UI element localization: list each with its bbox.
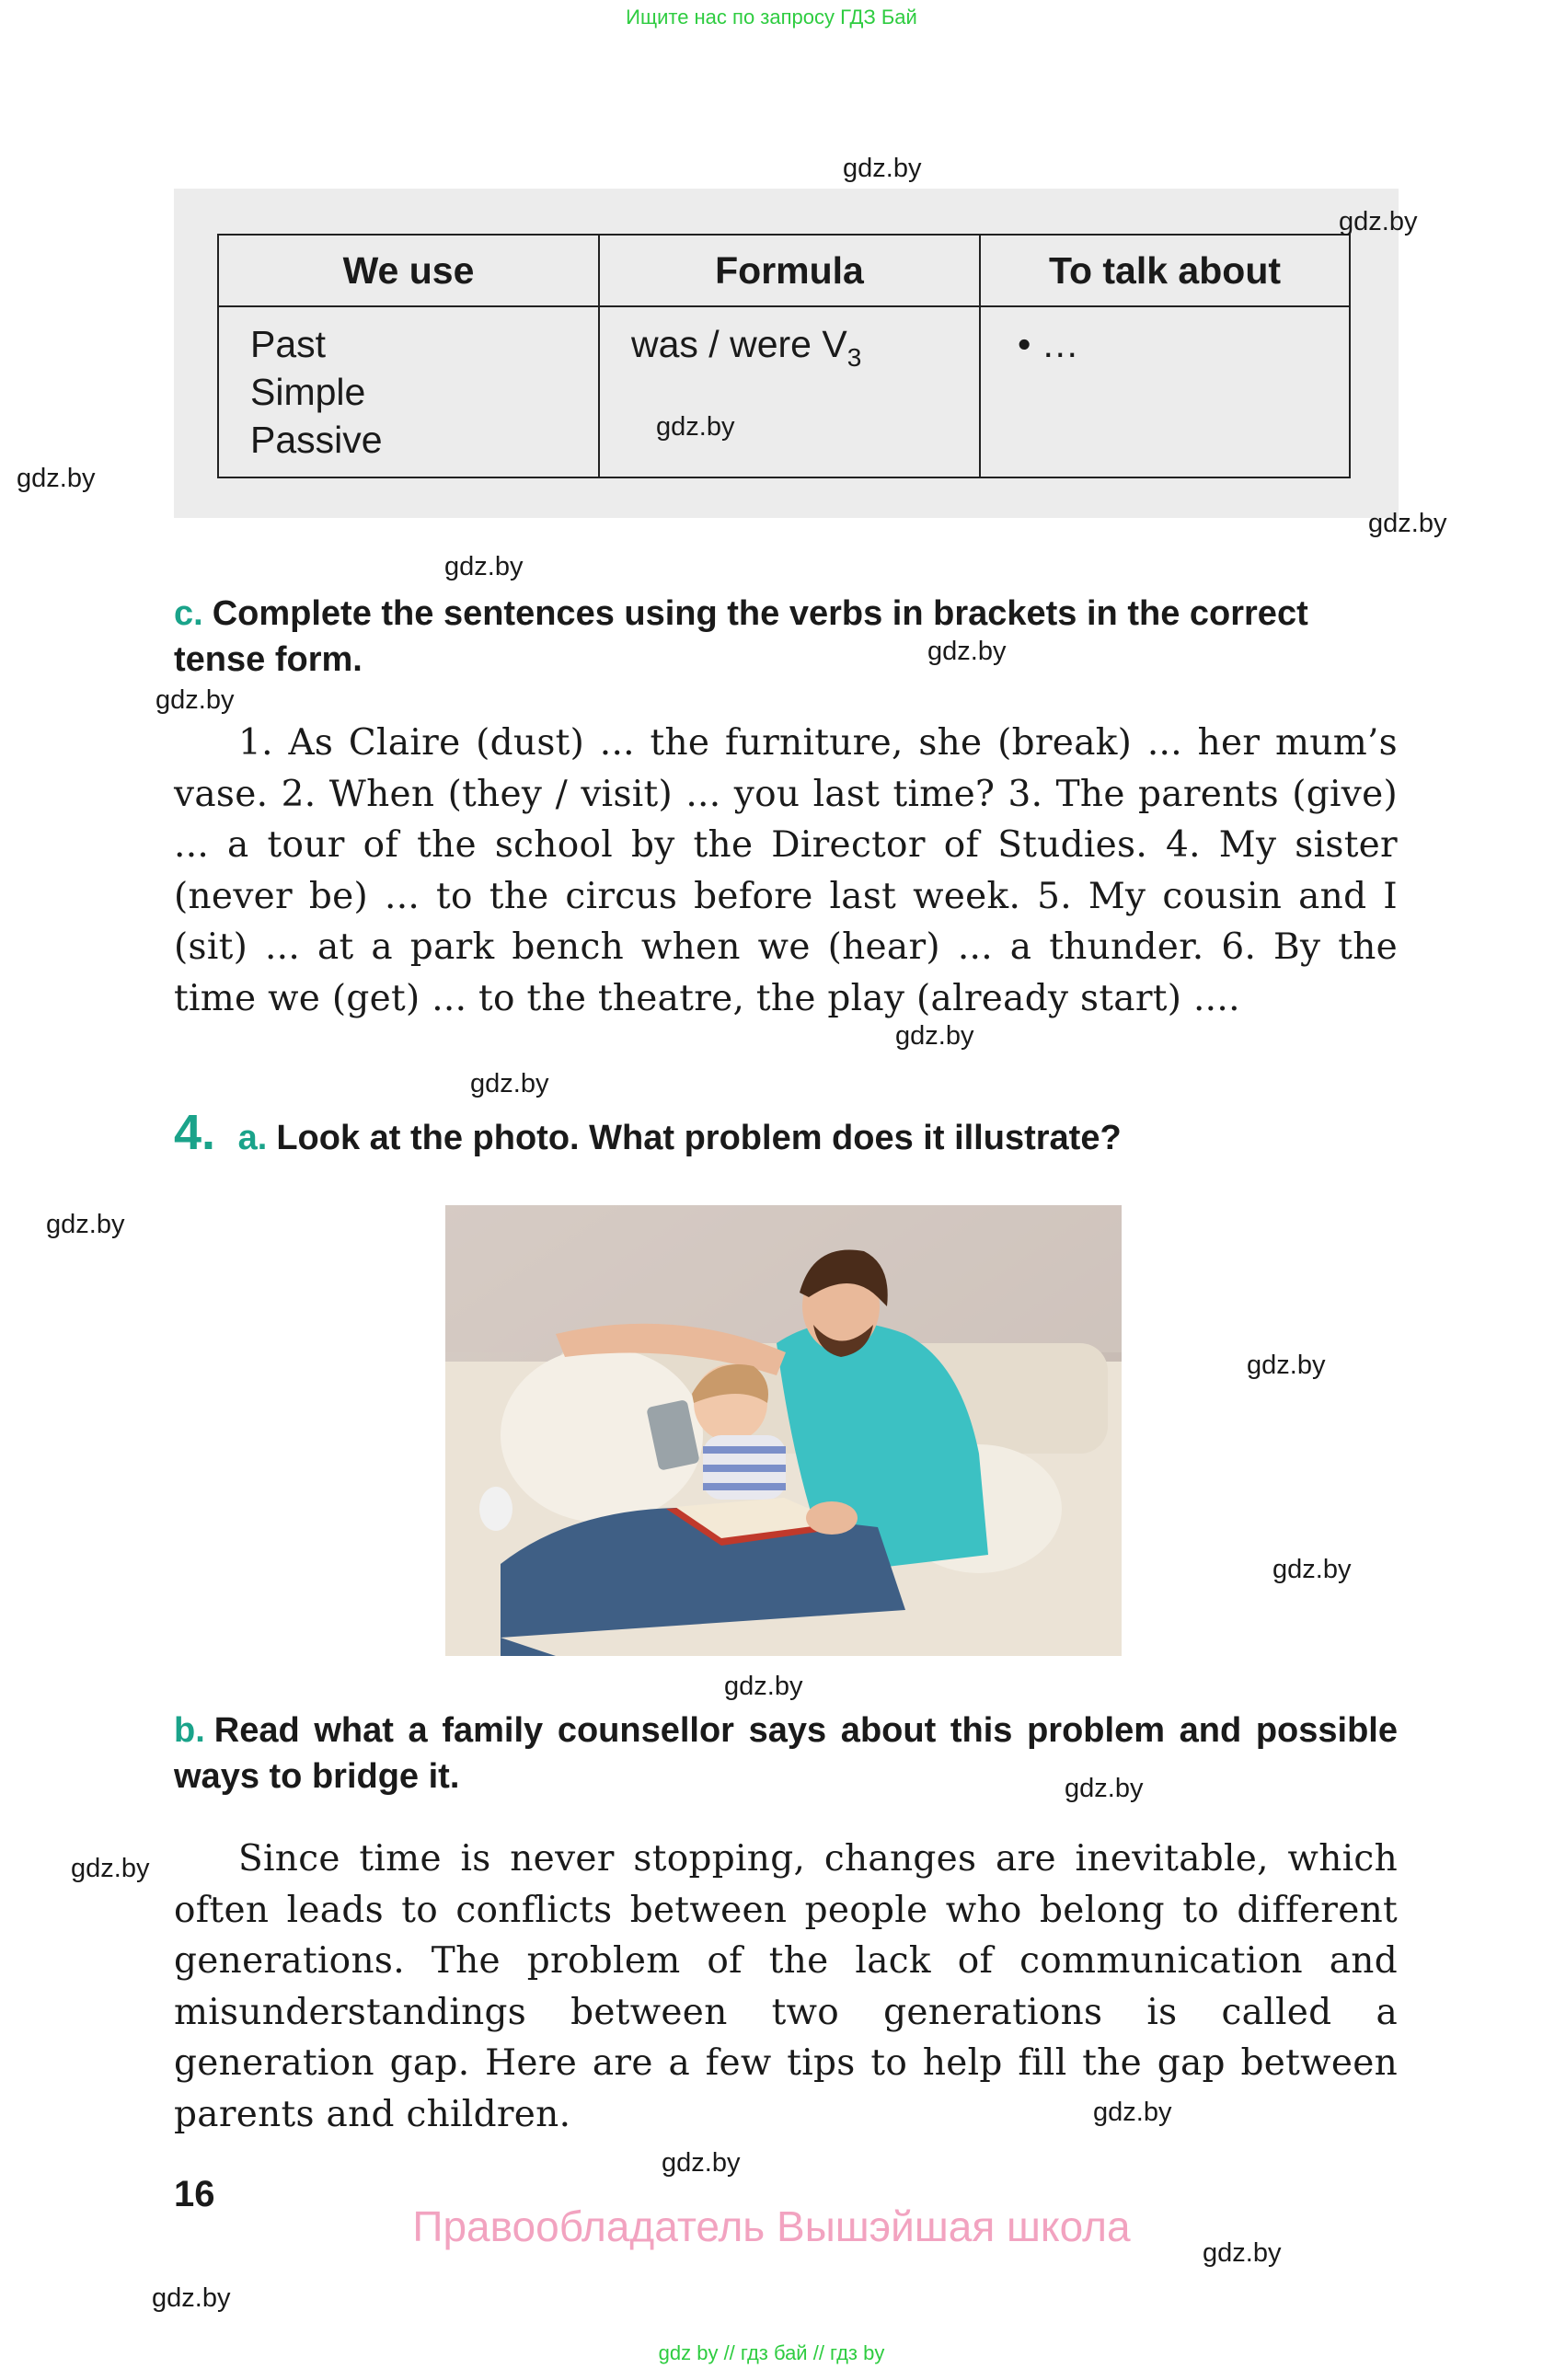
watermark: gdz.by [1247, 1351, 1326, 1380]
watermark: gdz.by [1065, 1774, 1144, 1803]
watermark: gdz.by [71, 1854, 150, 1883]
watermark: gdz.by [843, 154, 922, 183]
photo-illustration [445, 1205, 1122, 1656]
father-son-reading-photo [445, 1205, 1122, 1656]
watermark: gdz.by [662, 2148, 741, 2178]
task-a-text: Look at the photo. What problem does it illustrate? [276, 1119, 1122, 1157]
task-a-letter: a. [237, 1119, 268, 1157]
cell-we-use [218, 306, 599, 477]
watermark: gdz.by [1339, 207, 1418, 236]
task-b-instruction [174, 1707, 1398, 1799]
cell-to-talk-about: • … [980, 306, 1350, 477]
table-header-row [218, 235, 1350, 306]
formula-text: was / were V [631, 323, 847, 365]
task-b-letter: b. [174, 1711, 205, 1750]
exercise-4a-instruction [174, 1105, 1398, 1161]
watermark: gdz.by [895, 1021, 974, 1051]
header-we-use: We use [218, 235, 599, 306]
header-to-talk-about: To talk about [980, 235, 1350, 306]
header-formula: Formula [599, 235, 980, 306]
watermark: gdz.by [470, 1069, 549, 1098]
we-use-line-2: Simple [250, 371, 366, 413]
counsellor-text: Since time is never stopping, changes are inevitable, which often leads to conflicts between people who belong to different generations. The problem of the lack of communication and misunderstandings between two generations is called a generation gap. Here are a few tips to help fill the gap between parents and children. [174, 1838, 1398, 2135]
task-c-letter: c. [174, 594, 203, 633]
watermark: gdz.by [1093, 2098, 1172, 2127]
watermark: gdz.by [444, 552, 524, 581]
watermark: gdz.by [1272, 1555, 1352, 1584]
cell-formula [599, 306, 980, 477]
task-b-text: Read what a family counsellor says about this problem and possible ways to bridge it. [174, 1711, 1398, 1796]
watermark: gdz.by [155, 685, 235, 715]
watermark: gdz.by [46, 1210, 125, 1239]
watermark: gdz.by [152, 2283, 231, 2313]
page-number: 16 [174, 2174, 215, 2214]
task-c-sentences: 1. As Claire (dust) ... the furniture, she (break) ... her mum’s vase. 2. When (they / visit) ... you last time? 3. The parents (give) ... a tour of the school by the Director of Studies. 4. My sister (never be) ... to the circus before last week. 5. My cousin and I (sit) ... at a park bench when we (hear) ... a thunder. 6. By the time we (get) ... to the theatre, the play (already start) .... [174, 722, 1398, 1019]
watermark: gdz.by [656, 412, 735, 442]
grammar-table [217, 234, 1351, 478]
footer-links[interactable]: gdz by // гдз бай // гдз by [658, 2341, 885, 2364]
table-row [218, 306, 1350, 477]
we-use-line-1: Past [250, 323, 327, 365]
task-c-text: Complete the sentences using the verbs in brackets in the correct tense form. [174, 594, 1308, 679]
watermark: gdz.by [1203, 2238, 1282, 2268]
task-c-instruction [174, 591, 1398, 683]
watermark: gdz.by [927, 637, 1007, 666]
we-use-line-3: Passive [250, 419, 383, 461]
exercise-number: 4. [174, 1105, 216, 1160]
watermark: gdz.by [17, 464, 96, 493]
formula-subscript: 3 [846, 343, 862, 372]
copyright-notice: Правообладатель Вышэйшая школа [412, 2202, 1131, 2250]
watermark: gdz.by [1368, 509, 1447, 538]
watermark: gdz.by [724, 1672, 803, 1701]
top-banner[interactable]: Ищите нас по запросу ГДЗ Бай [626, 6, 917, 29]
